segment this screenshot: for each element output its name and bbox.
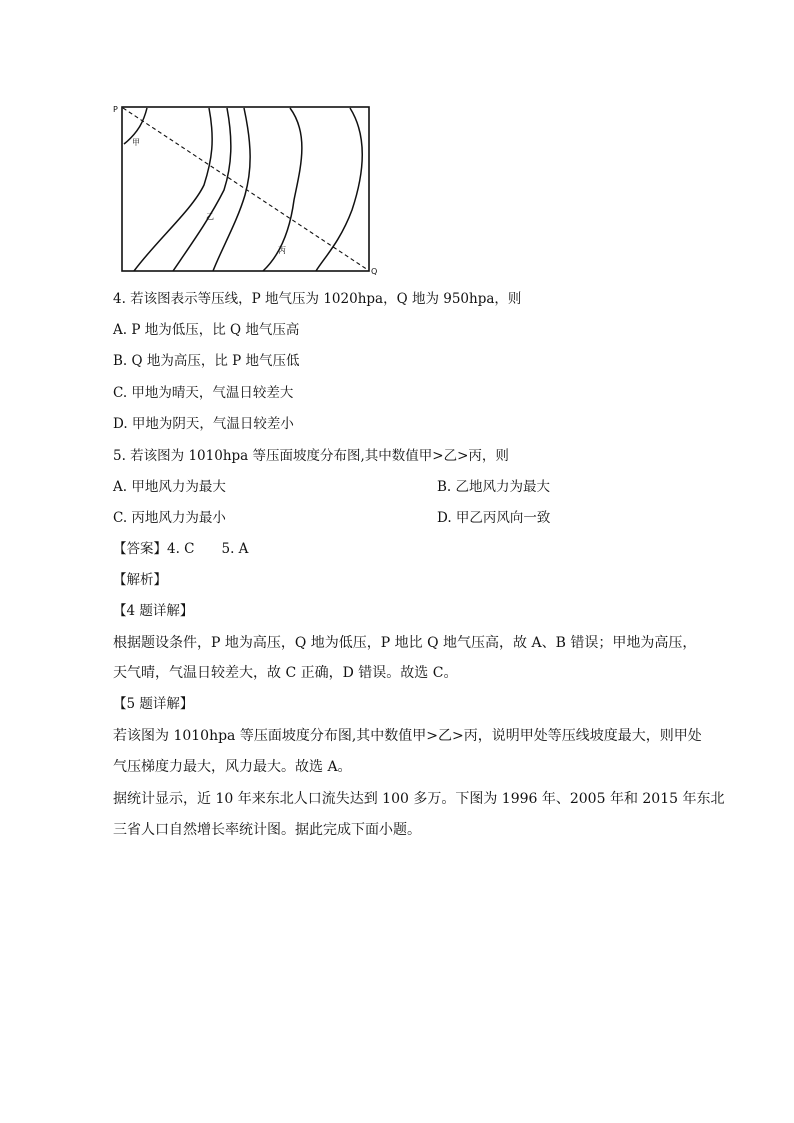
detail4-line-1: 根据题设条件，P 地为高压，Q 地为低压，P 地比 Q 地气压高，故 A、B 错误；甲地为高压， [113, 635, 697, 651]
q5-option-d: D. 甲乙丙风向一致 [437, 510, 551, 526]
isobar-line-2 [134, 108, 212, 271]
answer-line [113, 539, 248, 559]
detail5-line-2: 气压梯度力最大，风力最大。故选 A。 [113, 759, 352, 775]
intro-line-2: 三省人口自然增长率统计图。据此完成下面小题。 [113, 822, 421, 838]
label-q: Q [371, 267, 378, 276]
answer-text: 4. C 5. A [167, 541, 249, 557]
q5-stem: 5. 若该图为 1010hpa 等压面坡度分布图,其中数值甲>乙>丙，则 [113, 448, 509, 464]
q5-option-c: C. 丙地风力为最小 [113, 510, 226, 526]
label-yi: 乙 [206, 212, 214, 221]
label-jia: 甲 [132, 138, 140, 147]
detail4-label: 【4 题详解】 [113, 603, 194, 619]
intro-line-1: 据统计显示，近 10 年来东北人口流失达到 100 多万。下图为 1996 年、2005 年和 2015 年东北 [113, 791, 725, 807]
isobar-line-4 [213, 108, 250, 271]
q4-option-c: C. 甲地为晴天，气温日较差大 [113, 385, 294, 401]
isobar-diagram [112, 100, 384, 278]
answer-label: 【答案】 [113, 541, 167, 557]
q4-option-d: D. 甲地为阴天，气温日较差小 [113, 416, 294, 432]
detail4-line-2: 天气晴，气温日较差大，故 C 正确，D 错误。故选 C。 [113, 665, 458, 681]
q4-option-b: B. Q 地为高压，比 P 地气压低 [113, 353, 300, 369]
q5-option-a: A. 甲地风力为最大 [113, 479, 226, 495]
q4-stem: 4. 若该图表示等压线，P 地气压为 1020hpa，Q 地为 950hpa，则 [113, 291, 522, 307]
label-p: P [113, 105, 118, 114]
isobar-figure [112, 100, 384, 278]
detail5-label: 【5 题详解】 [113, 696, 194, 712]
isobar-line-6 [316, 108, 362, 271]
pq-dashed-line [123, 108, 368, 270]
label-bing: 丙 [278, 246, 286, 255]
q5-option-b: B. 乙地风力为最大 [437, 479, 551, 495]
q4-option-a: A. P 地为低压，比 Q 地气压高 [113, 322, 300, 338]
analysis-label: 【解析】 [113, 572, 167, 588]
detail5-line-1: 若该图为 1010hpa 等压面坡度分布图,其中数值甲>乙>丙，说明甲处等压线坡度最大，则甲处 [113, 728, 702, 744]
